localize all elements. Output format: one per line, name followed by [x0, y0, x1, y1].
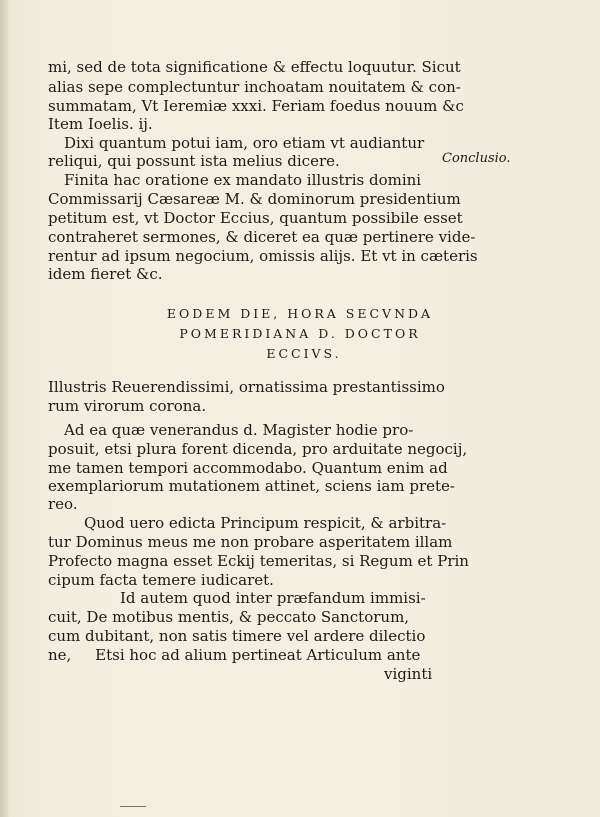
- section-heading-line: POMERIDIANA D. DOCTOR: [179, 326, 421, 341]
- page-mark: [120, 806, 146, 807]
- catchword: viginti: [384, 665, 433, 683]
- text-line: Finita hac oratione ex mandato illustris domini: [64, 171, 422, 189]
- text-line: cipum facta temere iudicaret.: [48, 571, 274, 589]
- text-line: idem fieret &c.: [48, 265, 163, 283]
- text-line: cum dubitant, non satis timere vel ardere dilectio: [48, 627, 426, 645]
- text-line: reo.: [48, 495, 78, 513]
- section-heading-line: EODEM DIE, HORA SECVNDA: [166, 306, 434, 321]
- text-line: Dixi quantum potui iam, oro etiam vt audiantur: [64, 134, 425, 152]
- text-line: Id autem quod inter præfandum immisi-: [120, 589, 426, 607]
- text-line: contraheret sermones, & diceret ea quæ pertinere vide-: [48, 228, 476, 246]
- text-line: exemplariorum mutationem attinet, sciens iam prete-: [48, 477, 455, 495]
- text-line: Illustris Reuerendissimi, ornatissima prestantissimo: [48, 378, 445, 396]
- text-line: cuit, De motibus mentis, & peccato Sanctorum,: [48, 608, 410, 626]
- margin-note: Conclusio.: [442, 151, 511, 166]
- text-line: reliqui, qui possunt ista melius dicere.: [48, 152, 340, 170]
- text-line: mi, sed de tota significatione & effectu loquutur. Sicut: [48, 58, 461, 76]
- text-line: posuit, etsi plura forent dicenda, pro arduitate negocij,: [48, 440, 468, 458]
- text-line: me tamen tempori accommodabo. Quantum enim ad: [48, 459, 448, 477]
- text-line: ne, Etsi hoc ad alium pertineat Articulum ante: [48, 646, 421, 664]
- text-line: summatam, Vt Ieremiæ xxxi. Feriam foedus nouum &c: [48, 97, 464, 115]
- text-line: petitum est, vt Doctor Eccius, quantum possibile esset: [48, 209, 463, 227]
- text-line: Item Ioelis. ij.: [48, 115, 153, 133]
- text-line: alias sepe complectuntur inchoatam nouitatem & con-: [48, 78, 461, 96]
- section-heading-line: ECCIVS.: [266, 346, 342, 361]
- text-line: Quod uero edicta Principum respicit, & arbitra-: [84, 514, 447, 532]
- text-line: rum virorum corona.: [48, 397, 207, 415]
- text-line: rentur ad ipsum negocium, omissis alijs. Et vt in cæteris: [48, 247, 478, 265]
- text-line: Profecto magna esset Eckij temeritas, si Regum et Prin: [48, 552, 469, 570]
- text-line: Commissarij Cæsareæ M. & dominorum presidentium: [48, 190, 461, 208]
- text-line: Ad ea quæ venerandus d. Magister hodie pro-: [64, 421, 414, 439]
- text-line: tur Dominus meus me non probare asperitatem illam: [48, 533, 453, 551]
